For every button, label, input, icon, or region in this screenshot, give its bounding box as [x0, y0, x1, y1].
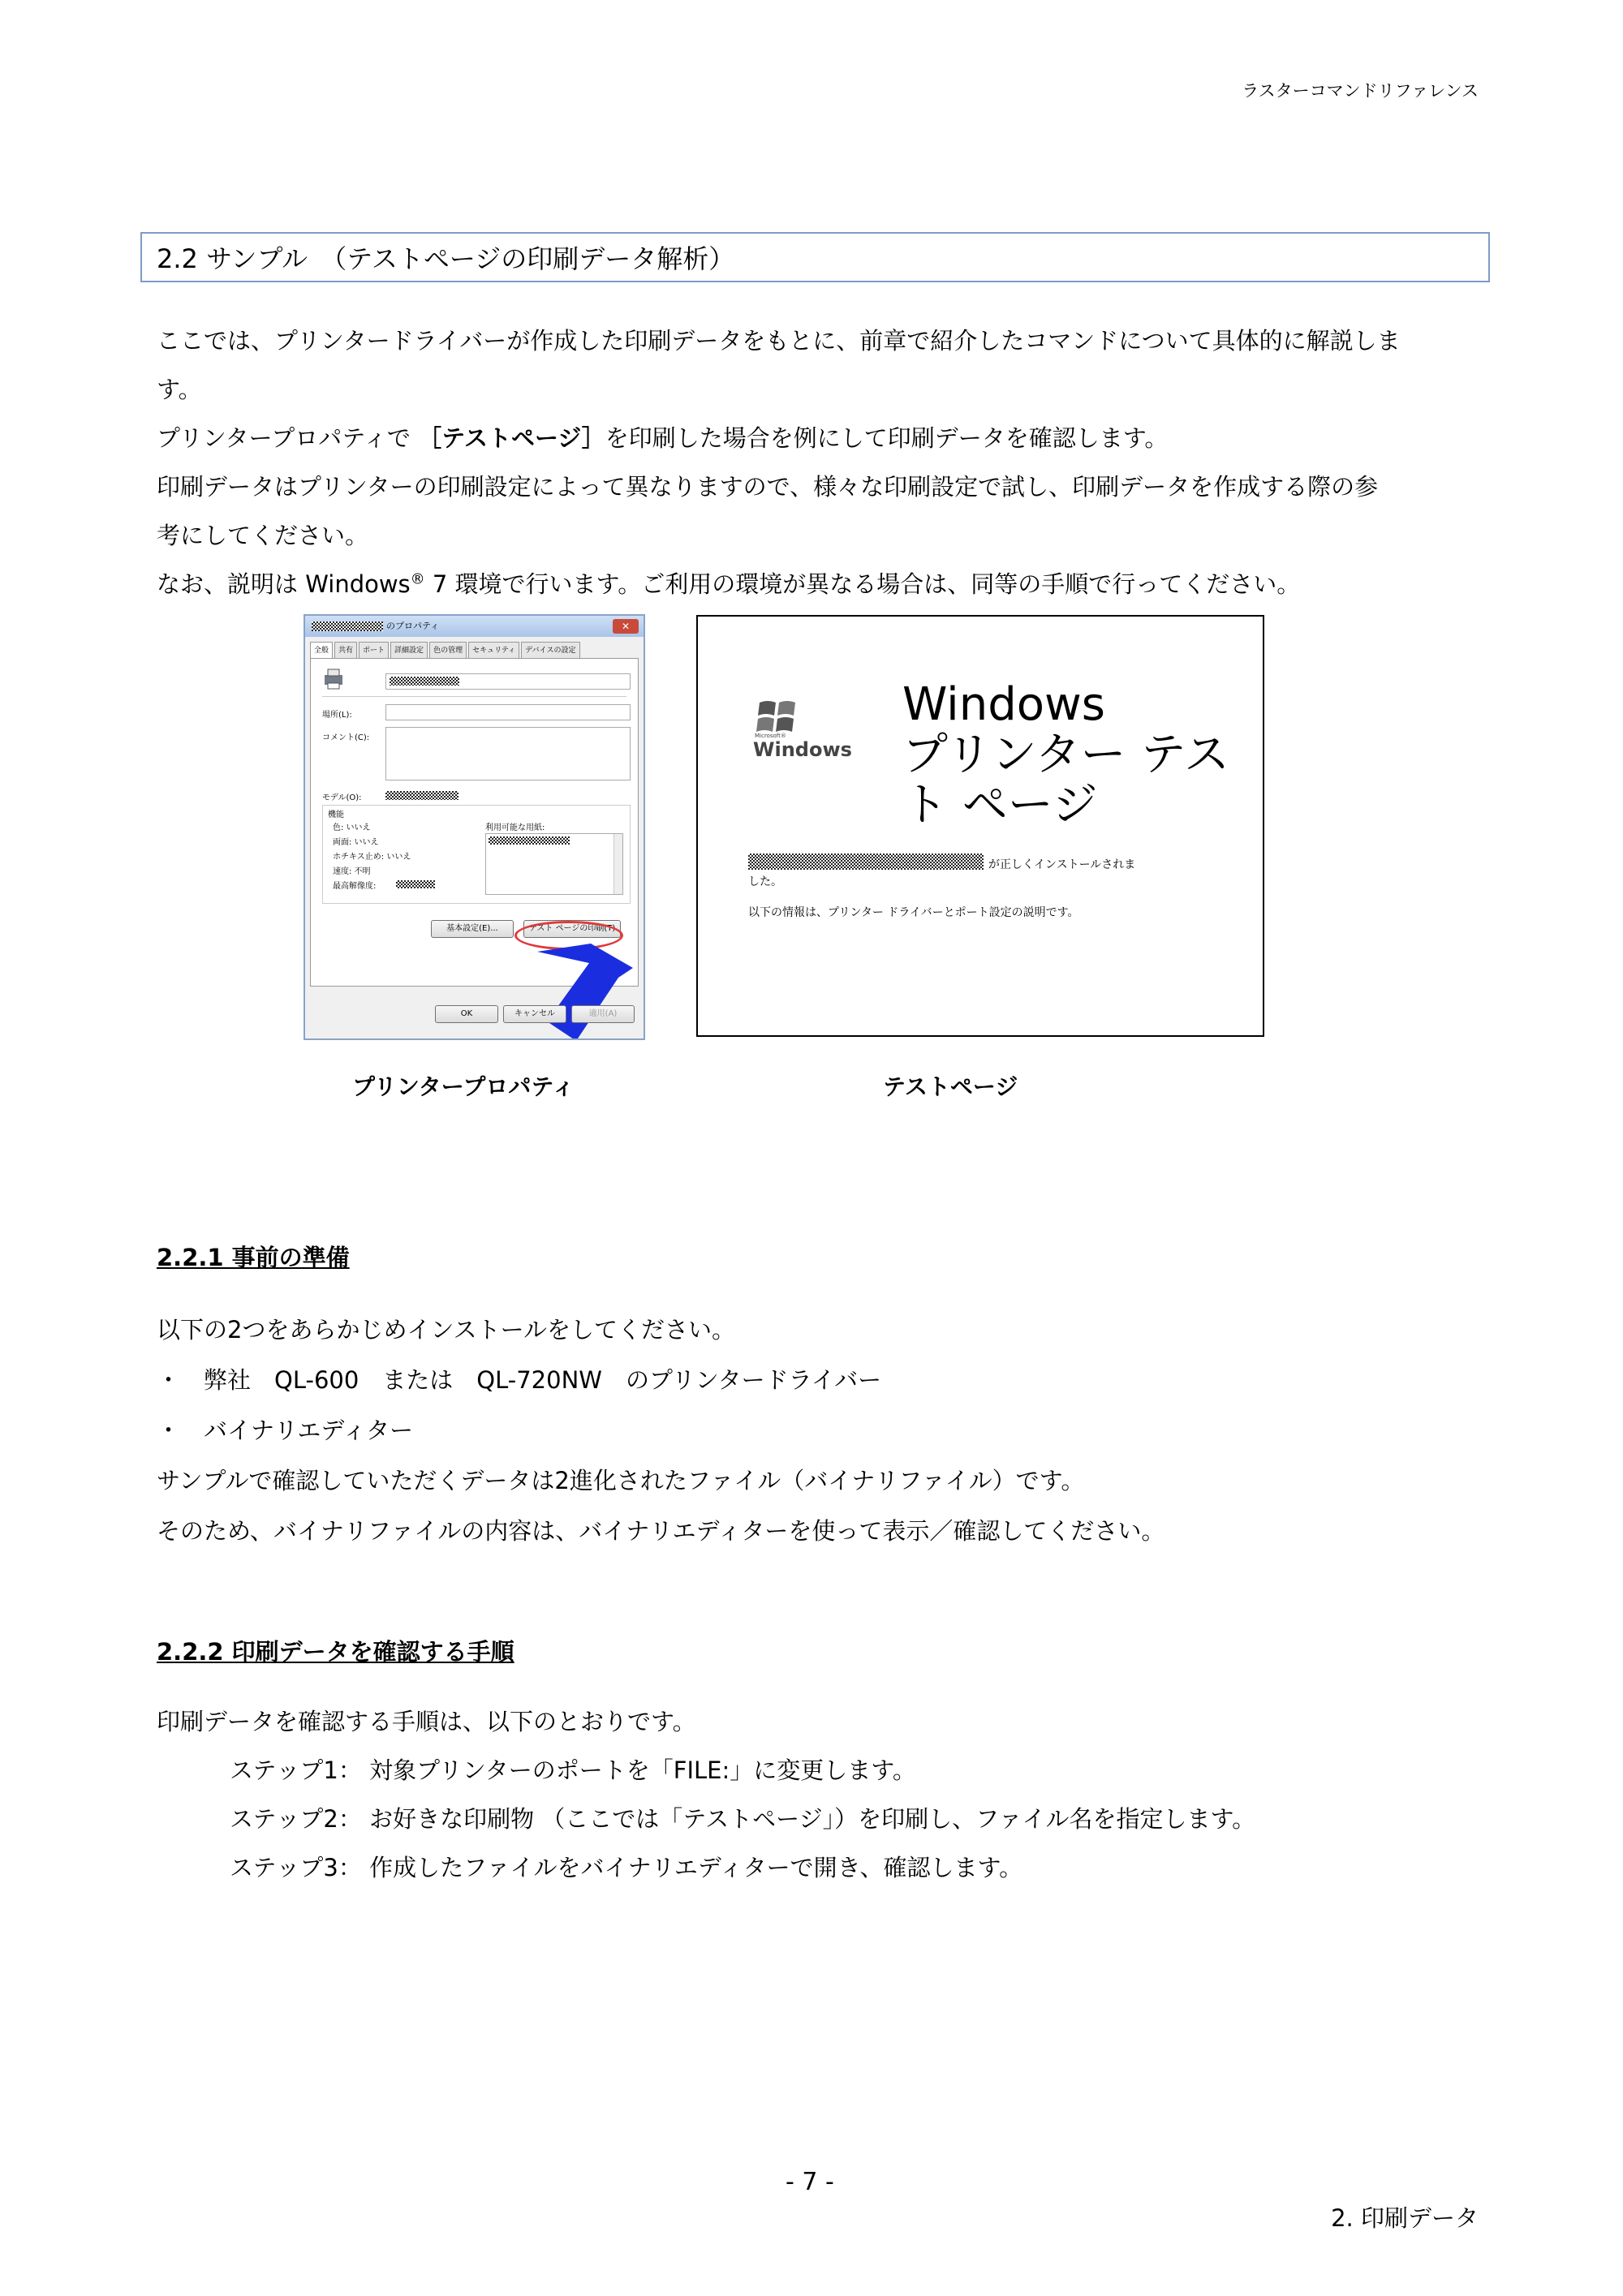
paper-list-scrollbar[interactable]: [613, 834, 622, 894]
intro-p2-bold: ［テストページ］: [418, 424, 605, 452]
registered-mark: ®: [410, 570, 425, 588]
caption-printer-properties: プリンタープロパティ: [352, 1073, 575, 1100]
masked-printer-name: [312, 621, 383, 631]
duplex-feature: 両面: いいえ: [333, 838, 379, 847]
caption-test-page: テストページ: [883, 1073, 1018, 1100]
printer-icon: [322, 667, 347, 691]
tab-ports[interactable]: ポート: [359, 642, 389, 658]
location-label: 場所(L):: [322, 711, 352, 720]
paper-label: 利用可能な用紙:: [485, 823, 545, 832]
section-title: 2.2 サンプル （テストページの印刷データ解析）: [140, 232, 1490, 282]
ok-button[interactable]: OK: [435, 1005, 498, 1023]
sub1-line2: ・ 弊社 QL-600 または QL-720NW のプリンタードライバー: [157, 1366, 882, 1394]
pointer-arrow-icon: [527, 944, 633, 1040]
divider: [322, 696, 626, 697]
dialog-title: のプロパティ: [386, 621, 440, 631]
intro-p4: [157, 560, 1496, 608]
subsection-1-body: [157, 1305, 1496, 1556]
comment-field[interactable]: [385, 727, 631, 780]
sub1-line1: 以下の2つをあらかじめインストールをしてください。: [157, 1316, 736, 1344]
sub1-line5: そのため、バイナリファイルの内容は、バイナリエディターを使って表示／確認してください。: [157, 1517, 1165, 1545]
dialog-tabs: [310, 642, 639, 658]
step-1: ステップ1： 対象プリンターのポートを「FILE:」に変更します。: [230, 1756, 916, 1784]
title-line1: Windows: [902, 678, 1105, 731]
close-button[interactable]: ✕: [613, 619, 639, 634]
masked-model-value: [385, 791, 458, 800]
preferences-button[interactable]: 基本設定(E)...: [431, 920, 514, 938]
intro-p1-line1: ここでは、プリンタードライバーが作成した印刷データをもとに、前章で紹介したコマンドについて具体的に解説しま: [157, 327, 1401, 355]
print-test-page-button[interactable]: テスト ページの印刷(T): [523, 920, 621, 938]
location-field[interactable]: [385, 704, 631, 720]
step-2: ステップ2： お好きな印刷物 （ここでは「テストページ」）を印刷し、ファイル名を指定します。: [230, 1805, 1256, 1833]
speed-feature: 速度: 不明: [333, 867, 371, 876]
tab-security[interactable]: セキュリティ: [468, 642, 519, 658]
chapter-label: 2. 印刷データ: [1331, 2204, 1479, 2232]
features-label: 機能: [328, 810, 344, 819]
intro-p4-pre: なお、説明は Windows: [157, 570, 411, 598]
printer-properties-dialog: [304, 614, 645, 1040]
resolution-feature: 最高解像度:: [333, 882, 377, 891]
intro-p1-line2: す。: [157, 376, 202, 403]
microsoft-label: Microsoft®: [755, 733, 786, 739]
masked-printer-name: [748, 853, 984, 870]
document-header: ラスターコマンドリファレンス: [1242, 81, 1479, 101]
intro-p3-line2: 考にしてください。: [157, 522, 369, 549]
comment-label: コメント(C):: [322, 733, 370, 742]
intro-p4-post: 7 環境で行います。ご利用の環境が異なる場合は、同等の手順で行ってください。: [424, 570, 1301, 598]
windows-logo-text: Windows: [753, 738, 852, 761]
tab-color-management[interactable]: 色の管理: [429, 642, 467, 658]
cancel-button[interactable]: キャンセル: [503, 1005, 566, 1023]
title-line2: プリンター テス: [902, 729, 1230, 781]
staple-feature: ホチキス止め: いいえ: [333, 853, 411, 862]
color-feature: 色: いいえ: [333, 823, 371, 832]
test-page-image: [696, 615, 1264, 1037]
tab-general[interactable]: 全般: [310, 642, 333, 658]
sub1-line3: ・ バイナリエディター: [157, 1417, 414, 1444]
subsection-heading-2: 2.2.2 印刷データを確認する手順: [157, 1638, 514, 1666]
intro-p2-post: を印刷した場合を例にして印刷データを確認します。: [605, 424, 1169, 452]
subsection-heading-1: 2.2.1 事前の準備: [157, 1244, 350, 1271]
step-3: ステップ3： 作成したファイルをバイナリエディターで開き、確認します。: [230, 1854, 1023, 1881]
intro-text: [157, 316, 1496, 608]
installed-line2: した。: [748, 875, 782, 888]
masked-resolution-value: [396, 880, 435, 888]
test-page-title: [902, 680, 1229, 831]
apply-button[interactable]: 適用(A): [571, 1005, 635, 1023]
printer-name-field[interactable]: [385, 673, 631, 690]
title-line3: ト ページ: [902, 779, 1098, 832]
tab-device-settings[interactable]: デバイスの設定: [521, 642, 579, 658]
intro-p2: [157, 414, 1496, 462]
model-label: モデル(O):: [322, 793, 362, 802]
masked-name-value: [390, 677, 459, 686]
subsection-2-body: [157, 1697, 1496, 1892]
sub2-line1: 印刷データを確認する手順は、以下のとおりです。: [157, 1708, 696, 1735]
page-number: - 7 -: [786, 2168, 834, 2196]
tab-advanced[interactable]: 詳細設定: [390, 642, 428, 658]
info-line: 以下の情報は、プリンター ドライバーとポート設定の説明です。: [748, 906, 1079, 919]
paper-list[interactable]: [485, 833, 623, 895]
dialog-title-bar: [305, 616, 644, 637]
masked-paper-value: [489, 836, 570, 845]
intro-p3-line1: 印刷データはプリンターの印刷設定によって異なりますので、様々な印刷設定で試し、印刷データを作成する際の参: [157, 473, 1379, 501]
tab-sharing[interactable]: 共有: [334, 642, 357, 658]
intro-p2-pre: プリンタープロパティで: [157, 424, 419, 452]
features-group: [322, 805, 631, 904]
sub1-line4: サンプルで確認していただくデータは2進化されたファイル（バイナリファイル）です。: [157, 1467, 1085, 1494]
installed-line1: が正しくインストールされま: [988, 858, 1136, 871]
